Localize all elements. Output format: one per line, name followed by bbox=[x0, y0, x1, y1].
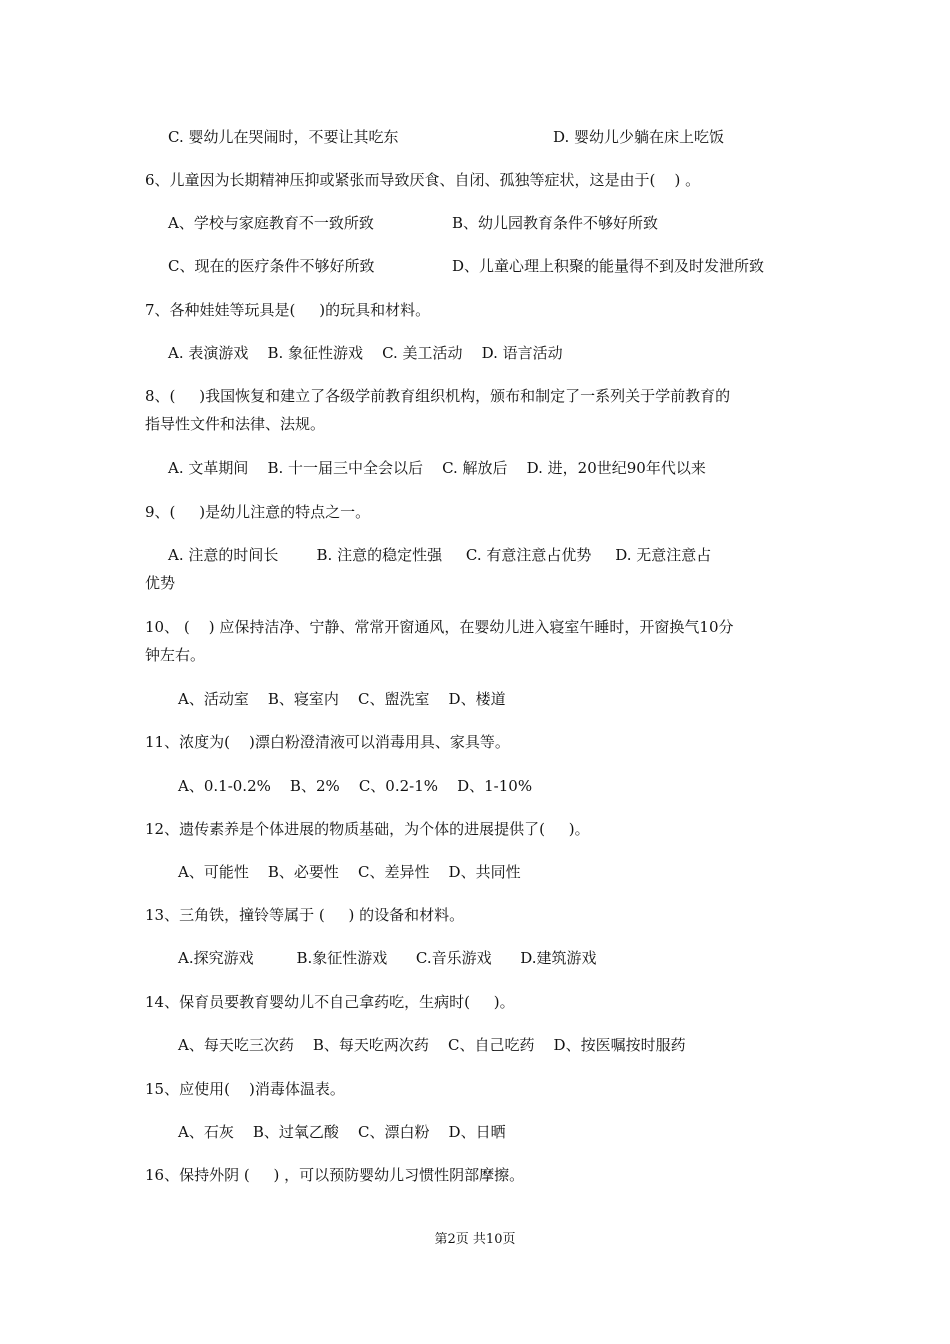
q8-stem-line1: 8、( )我国恢复和建立了各级学前教育组织机构，颁布和制定了一系列关于学前教育的 bbox=[145, 387, 731, 405]
q14-options: A、每天吃三次药 B、每天吃两次药 C、自己吃药 D、按医嘱按时服药 bbox=[178, 1036, 686, 1054]
q9-options-line2: 优势 bbox=[145, 574, 176, 592]
q9-stem: 9、( )是幼儿注意的特点之一。 bbox=[145, 503, 371, 521]
q11-stem: 11、浓度为( )漂白粉澄清液可以消毒用具、家具等。 bbox=[145, 733, 510, 751]
q6-option-d: D、儿童心理上积聚的能量得不到及时发泄所致 bbox=[452, 257, 765, 275]
q7-options: A. 表演游戏 B. 象征性游戏 C. 美工活动 D. 语言活动 bbox=[168, 344, 563, 362]
q10-stem-line2: 钟左右。 bbox=[145, 646, 206, 664]
q8-options: A. 文革期间 B. 十一届三中全会以后 C. 解放后 D. 进，20世纪90年代以来 bbox=[168, 459, 706, 477]
q6-stem: 6、儿童因为长期精神压抑或紧张而导致厌食、自闭、孤独等症状，这是由于( ) 。 bbox=[145, 171, 701, 189]
q12-stem: 12、遗传素养是个体进展的物质基础，为个体的进展提供了( )。 bbox=[145, 820, 590, 838]
q16-stem: 16、保持外阴 ( ) ，可以预防婴幼儿习惯性阴部摩擦。 bbox=[145, 1166, 525, 1184]
q5-option-c: C. 婴幼儿在哭闹时，不要让其吃东 bbox=[168, 128, 399, 146]
q15-options: A、石灰 B、过氧乙酸 C、漂白粉 D、日晒 bbox=[178, 1123, 506, 1141]
q13-options: A.探究游戏 B.象征性游戏 C.音乐游戏 D.建筑游戏 bbox=[178, 949, 597, 967]
q8-stem-line2: 指导性文件和法律、法规。 bbox=[145, 415, 326, 433]
q5-option-d: D. 婴幼儿少躺在床上吃饭 bbox=[553, 128, 725, 146]
page-footer: 第2页 共10页 bbox=[434, 1232, 516, 1247]
q10-options: A、活动室 B、寝室内 C、盥洗室 D、楼道 bbox=[178, 690, 506, 708]
q9-options-line1: A. 注意的时间长 B. 注意的稳定性强 C. 有意注意占优势 D. 无意注意占 bbox=[168, 546, 712, 564]
q7-stem: 7、各种娃娃等玩具是( )的玩具和材料。 bbox=[145, 301, 431, 319]
q6-option-c: C、现在的医疗条件不够好所致 bbox=[168, 257, 375, 275]
q14-stem: 14、保育员要教育婴幼儿不自己拿药吃，生病时( )。 bbox=[145, 993, 515, 1011]
q11-options: A、0.1-0.2% B、2% C、0.2-1% D、1-10% bbox=[178, 777, 533, 795]
q6-option-b: B、幼儿园教育条件不够好所致 bbox=[452, 214, 659, 232]
q13-stem: 13、三角铁，撞铃等属于 ( ) 的设备和材料。 bbox=[145, 906, 465, 924]
q15-stem: 15、应使用( )消毒体温表。 bbox=[145, 1080, 345, 1098]
q6-option-a: A、学校与家庭教育不一致所致 bbox=[168, 214, 374, 232]
q12-options: A、可能性 B、必要性 C、差异性 D、共同性 bbox=[178, 863, 521, 881]
q10-stem-line1: 10、 ( ) 应保持洁净、宁静、常常开窗通风，在婴幼儿进入寝室午睡时，开窗换气10分 bbox=[145, 618, 734, 636]
